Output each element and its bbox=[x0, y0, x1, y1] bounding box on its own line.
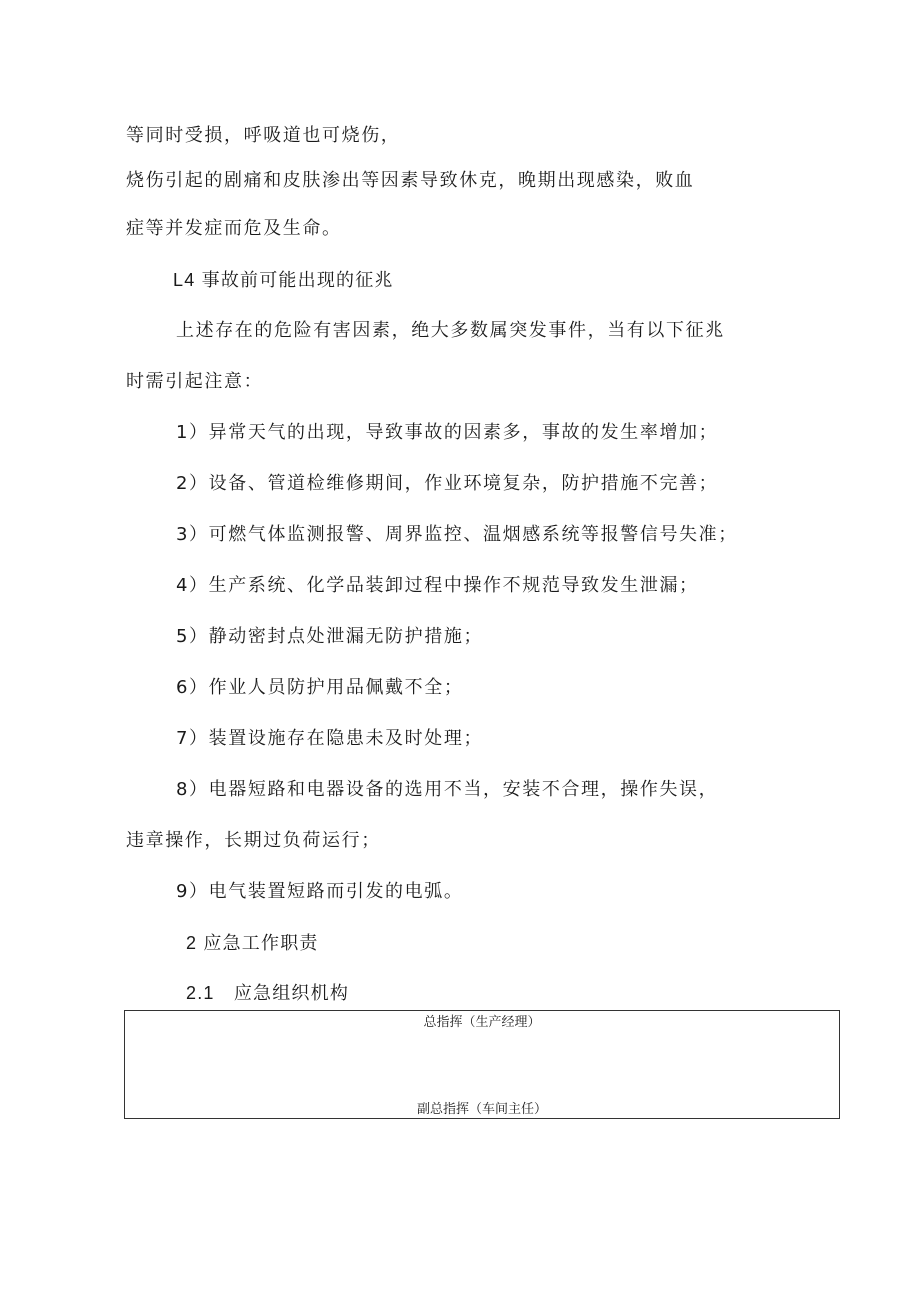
paragraph-line: 烧伤引起的剧痛和皮肤渗出等因素导致休克，晚期出现感染，败血 bbox=[126, 170, 695, 191]
org-chart-box bbox=[124, 1010, 840, 1119]
paragraph-line: 上述存在的危险有害因素，绝大多数属突发事件，当有以下征兆 bbox=[176, 320, 725, 341]
org-chart-second-label: 副总指挥（车间主任） bbox=[416, 1102, 547, 1117]
list-item: 6）作业人员防护用品佩戴不全； bbox=[176, 677, 464, 698]
paragraph-line: 时需引起注意： bbox=[126, 371, 264, 392]
section-heading: 2 应急工作职责 bbox=[186, 933, 319, 953]
section-heading: L4 事故前可能出现的征兆 bbox=[173, 270, 394, 290]
section-heading: 2.1 应急组织机构 bbox=[186, 983, 350, 1003]
list-item: 3）可燃气体监测报警、周界监控、温烟感系统等报警信号失准； bbox=[176, 524, 738, 545]
list-item: 2）设备、管道检维修期间，作业环境复杂，防护措施不完善； bbox=[176, 473, 719, 494]
list-item: 7）装置设施存在隐患未及时处理； bbox=[176, 728, 484, 749]
list-item: 9）电气装置短路而引发的电弧。 bbox=[176, 881, 464, 902]
list-item: 1）异常天气的出现，导致事故的因素多，事故的发生率增加； bbox=[176, 422, 719, 443]
list-item: 5）静动密封点处泄漏无防护措施； bbox=[176, 626, 484, 647]
paragraph-line: 等同时受损，呼吸道也可烧伤， bbox=[126, 125, 401, 146]
list-item: 4）生产系统、化学品装卸过程中操作不规范导致发生泄漏； bbox=[176, 575, 699, 596]
list-item: 8）电器短路和电器设备的选用不当，安装不合理，操作失误， bbox=[176, 779, 719, 800]
list-item: 违章操作，长期过负荷运行； bbox=[126, 830, 381, 851]
org-chart-top-label: 总指挥（生产经理） bbox=[423, 1015, 541, 1030]
paragraph-line: 症等并发症而危及生命。 bbox=[126, 218, 342, 239]
